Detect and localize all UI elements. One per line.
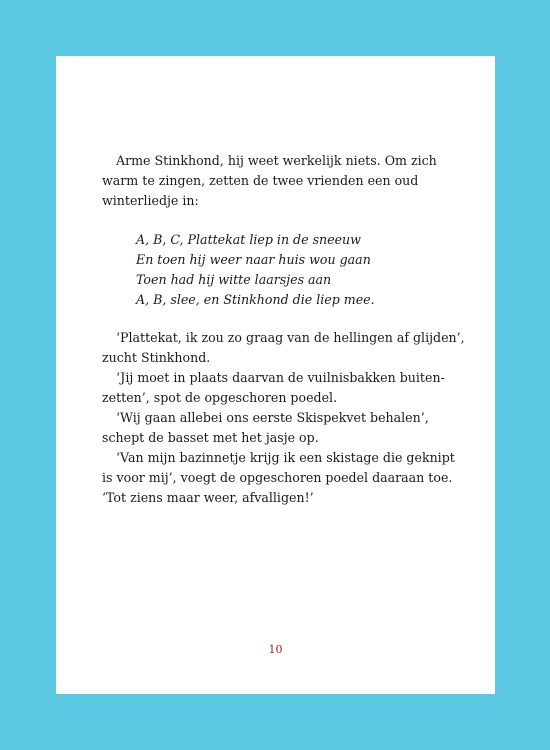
dialogue-line: ‘Jij moet in plaats daarvan de vuilnisbakken buiten- (116, 370, 445, 385)
dialogue-line: zucht Stinkhond. (102, 350, 211, 365)
dialogue-paragraph (102, 328, 472, 368)
intro-line: Arme Stinkhond, hij weet werkelijk niets. Om zich (116, 153, 437, 168)
dialogue-paragraph (102, 368, 472, 408)
dialogue-paragraph (102, 448, 472, 508)
dialogue-line: schept de basset met het jasje op. (102, 430, 319, 445)
poem-line: Toen had hij witte laarsjes aan (136, 272, 332, 287)
poem-line: A, B, slee, en Stinkhond die liep mee. (136, 292, 375, 307)
dialogue-line: zetten’, spot de opgeschoren poedel. (102, 390, 338, 405)
poem-line: En toen hij weer naar huis wou gaan (136, 252, 371, 267)
dialogue-line: ‘Van mijn bazinnetje krijg ik een skistage die geknipt (116, 450, 455, 465)
dialogue-line: ‘Tot ziens maar weer, afvalligen!’ (102, 490, 314, 505)
poem-stanza (136, 230, 472, 310)
poem-line: A, B, C, Plattekat liep in de sneeuw (136, 232, 361, 247)
dialogue-line: ‘Wij gaan allebei ons eerste Skispekvet behalen’, (116, 410, 429, 425)
dialogue-line: is voor mij’, voegt de opgeschoren poedel daaraan toe. (102, 470, 453, 485)
dialogue-line: ‘Plattekat, ik zou zo graag van de hellingen af glijden’, (116, 330, 465, 345)
intro-paragraph (102, 151, 472, 211)
book-page (56, 56, 495, 694)
intro-line: winterliedje in: (102, 193, 199, 208)
page-number: 10 (268, 643, 283, 656)
body-text (102, 151, 472, 508)
dialogue-paragraph (102, 408, 472, 448)
intro-line: warm te zingen, zetten de twee vrienden een oud (102, 173, 419, 188)
